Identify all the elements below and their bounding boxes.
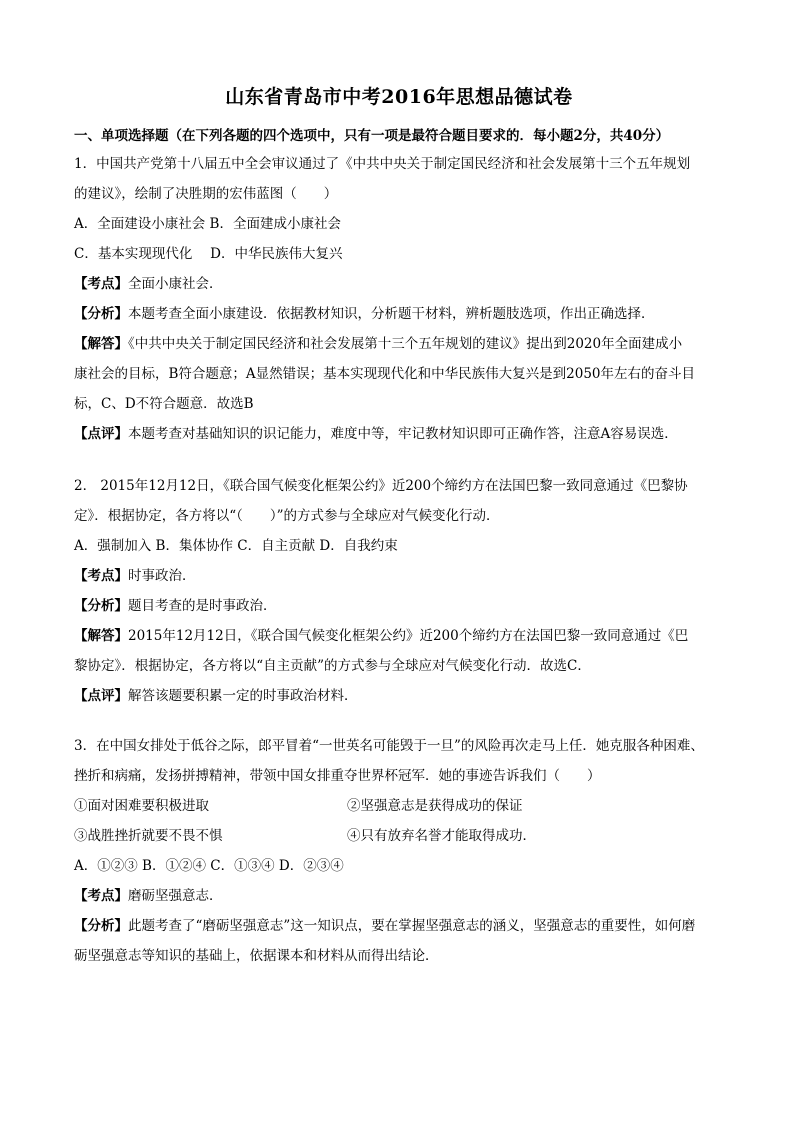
question-stem: 1．中国共产党第十八届五中全会审议通过了《中共中央关于制定国民经济和社会发展第十三个五年规划 — [74, 156, 691, 172]
section-heading: 一、单项选择题（在下列各题的四个选项中，只有一项是最符合题目要求的．每小题2分，共40分） — [74, 128, 670, 144]
question-options: A．全面建设小康社会 B．全面建成小康社会 — [74, 216, 341, 232]
fenxi-text: 砺坚强意志等知识的基础上，依据课本和材料从而得出结论． — [74, 948, 439, 964]
jieda-text: 2015年12月12日，《联合国气候变化框架公约》近200个缔约方在法国巴黎一致同意通过《巴 — [128, 628, 689, 644]
fenxi-text: 本题考查全面小康建设．依据教材知识，分析题干材料，辨析题肢选项，作出正确选择． — [128, 306, 655, 322]
kaodian-text: 全面小康社会． — [128, 276, 223, 292]
kaodian-text: 时事政治． — [128, 568, 196, 584]
fenxi-text: 题目考查的是时事政治． — [128, 598, 277, 614]
page-title: 山东省青岛市中考2016年思想品德试卷 — [225, 86, 573, 108]
kaodian-row — [74, 881, 724, 911]
fenxi-text: 此题考查了“磨砺坚强意志”这一知识点，要在掌握坚强意志的涵义，坚强意志的重要性，如何磨 — [128, 918, 696, 934]
jieda-row — [74, 329, 724, 359]
fenxi-row — [74, 911, 724, 941]
statement-row — [74, 821, 724, 851]
fenxi-tag: 【分析】 — [74, 918, 128, 934]
fenxi-tag: 【分析】 — [74, 598, 128, 614]
statement-item: ④只有放弃名誉才能取得成功． — [347, 828, 536, 844]
document-page — [74, 84, 724, 971]
question-stem: 挫折和病痛，发扬拼搏精神，带领中国女排重夺世界杯冠军．她的事迹告诉我们（ ） — [74, 768, 601, 784]
spacer — [74, 449, 724, 471]
spacer — [74, 711, 724, 731]
statement-item: ③战胜挫折就要不畏不惧 — [74, 828, 223, 844]
jieda-text: 康社会的目标，B符合题意；A显然错误；基本实现现代化和中华民族伟大复兴是到2050年左右的奋斗目 — [74, 366, 696, 382]
statement-row — [74, 791, 724, 821]
kaodian-row — [74, 561, 724, 591]
kaodian-tag: 【考点】 — [74, 568, 128, 584]
kaodian-text: 磨砺坚强意志． — [128, 888, 223, 904]
question-options: A．强制加入 B．集体协作 C．自主贡献 D．自我约束 — [74, 538, 398, 554]
dianping-tag: 【点评】 — [74, 426, 128, 442]
question-stem: 3．在中国女排处于低谷之际，郎平冒着“一世英名可能毁于一旦”的风险再次走马上任．她克服各种困难、 — [74, 738, 704, 754]
question-stem: 定》．根据协定，各方将以“（ ）”的方式参与全球应对气候变化行动． — [74, 508, 500, 524]
jieda-row — [74, 621, 724, 651]
question-options: A．①②③ B．①②④ C．①③④ D．②③④ — [74, 858, 344, 874]
question-2 — [74, 471, 724, 711]
fenxi-row — [74, 591, 724, 621]
fenxi-row — [74, 299, 724, 329]
question-stem: 2． 2015年12月12日，《联合国气候变化框架公约》近200个缔约方在法国巴黎一致同意通过《巴黎协 — [74, 478, 688, 494]
question-1 — [74, 149, 724, 449]
kaodian-tag: 【考点】 — [74, 276, 128, 292]
dianping-tag: 【点评】 — [74, 688, 128, 704]
fenxi-tag: 【分析】 — [74, 306, 128, 322]
dianping-text: 解答该题要积累一定的时事政治材料． — [128, 688, 358, 704]
statement-item: ①面对困难要积极进取 — [74, 798, 209, 814]
statement-item: ②坚强意志是获得成功的保证 — [347, 798, 523, 814]
kaodian-row — [74, 269, 724, 299]
question-options: C．基本实现现代化 D．中华民族伟大复兴 — [74, 246, 343, 262]
question-stem: 的建议》，绘制了决胜期的宏伟蓝图（ ） — [74, 186, 338, 202]
jieda-text: 黎协定》．根据协定，各方将以“自主贡献”的方式参与全球应对气候变化行动．故选C． — [74, 658, 591, 674]
jieda-text: 标，C、D不符合题意．故选B — [74, 396, 254, 412]
jieda-tag: 【解答】 — [74, 336, 128, 352]
dianping-row — [74, 419, 724, 449]
jieda-text: 《中共中央关于制定国民经济和社会发展第十三个五年规划的建议》提出到2020年全面建成小 — [128, 336, 683, 352]
kaodian-tag: 【考点】 — [74, 888, 128, 904]
jieda-tag: 【解答】 — [74, 628, 128, 644]
dianping-row — [74, 681, 724, 711]
question-3 — [74, 731, 724, 971]
dianping-text: 本题考查对基础知识的识记能力，难度中等，牢记教材知识即可正确作答，注意A容易误选． — [128, 426, 678, 442]
